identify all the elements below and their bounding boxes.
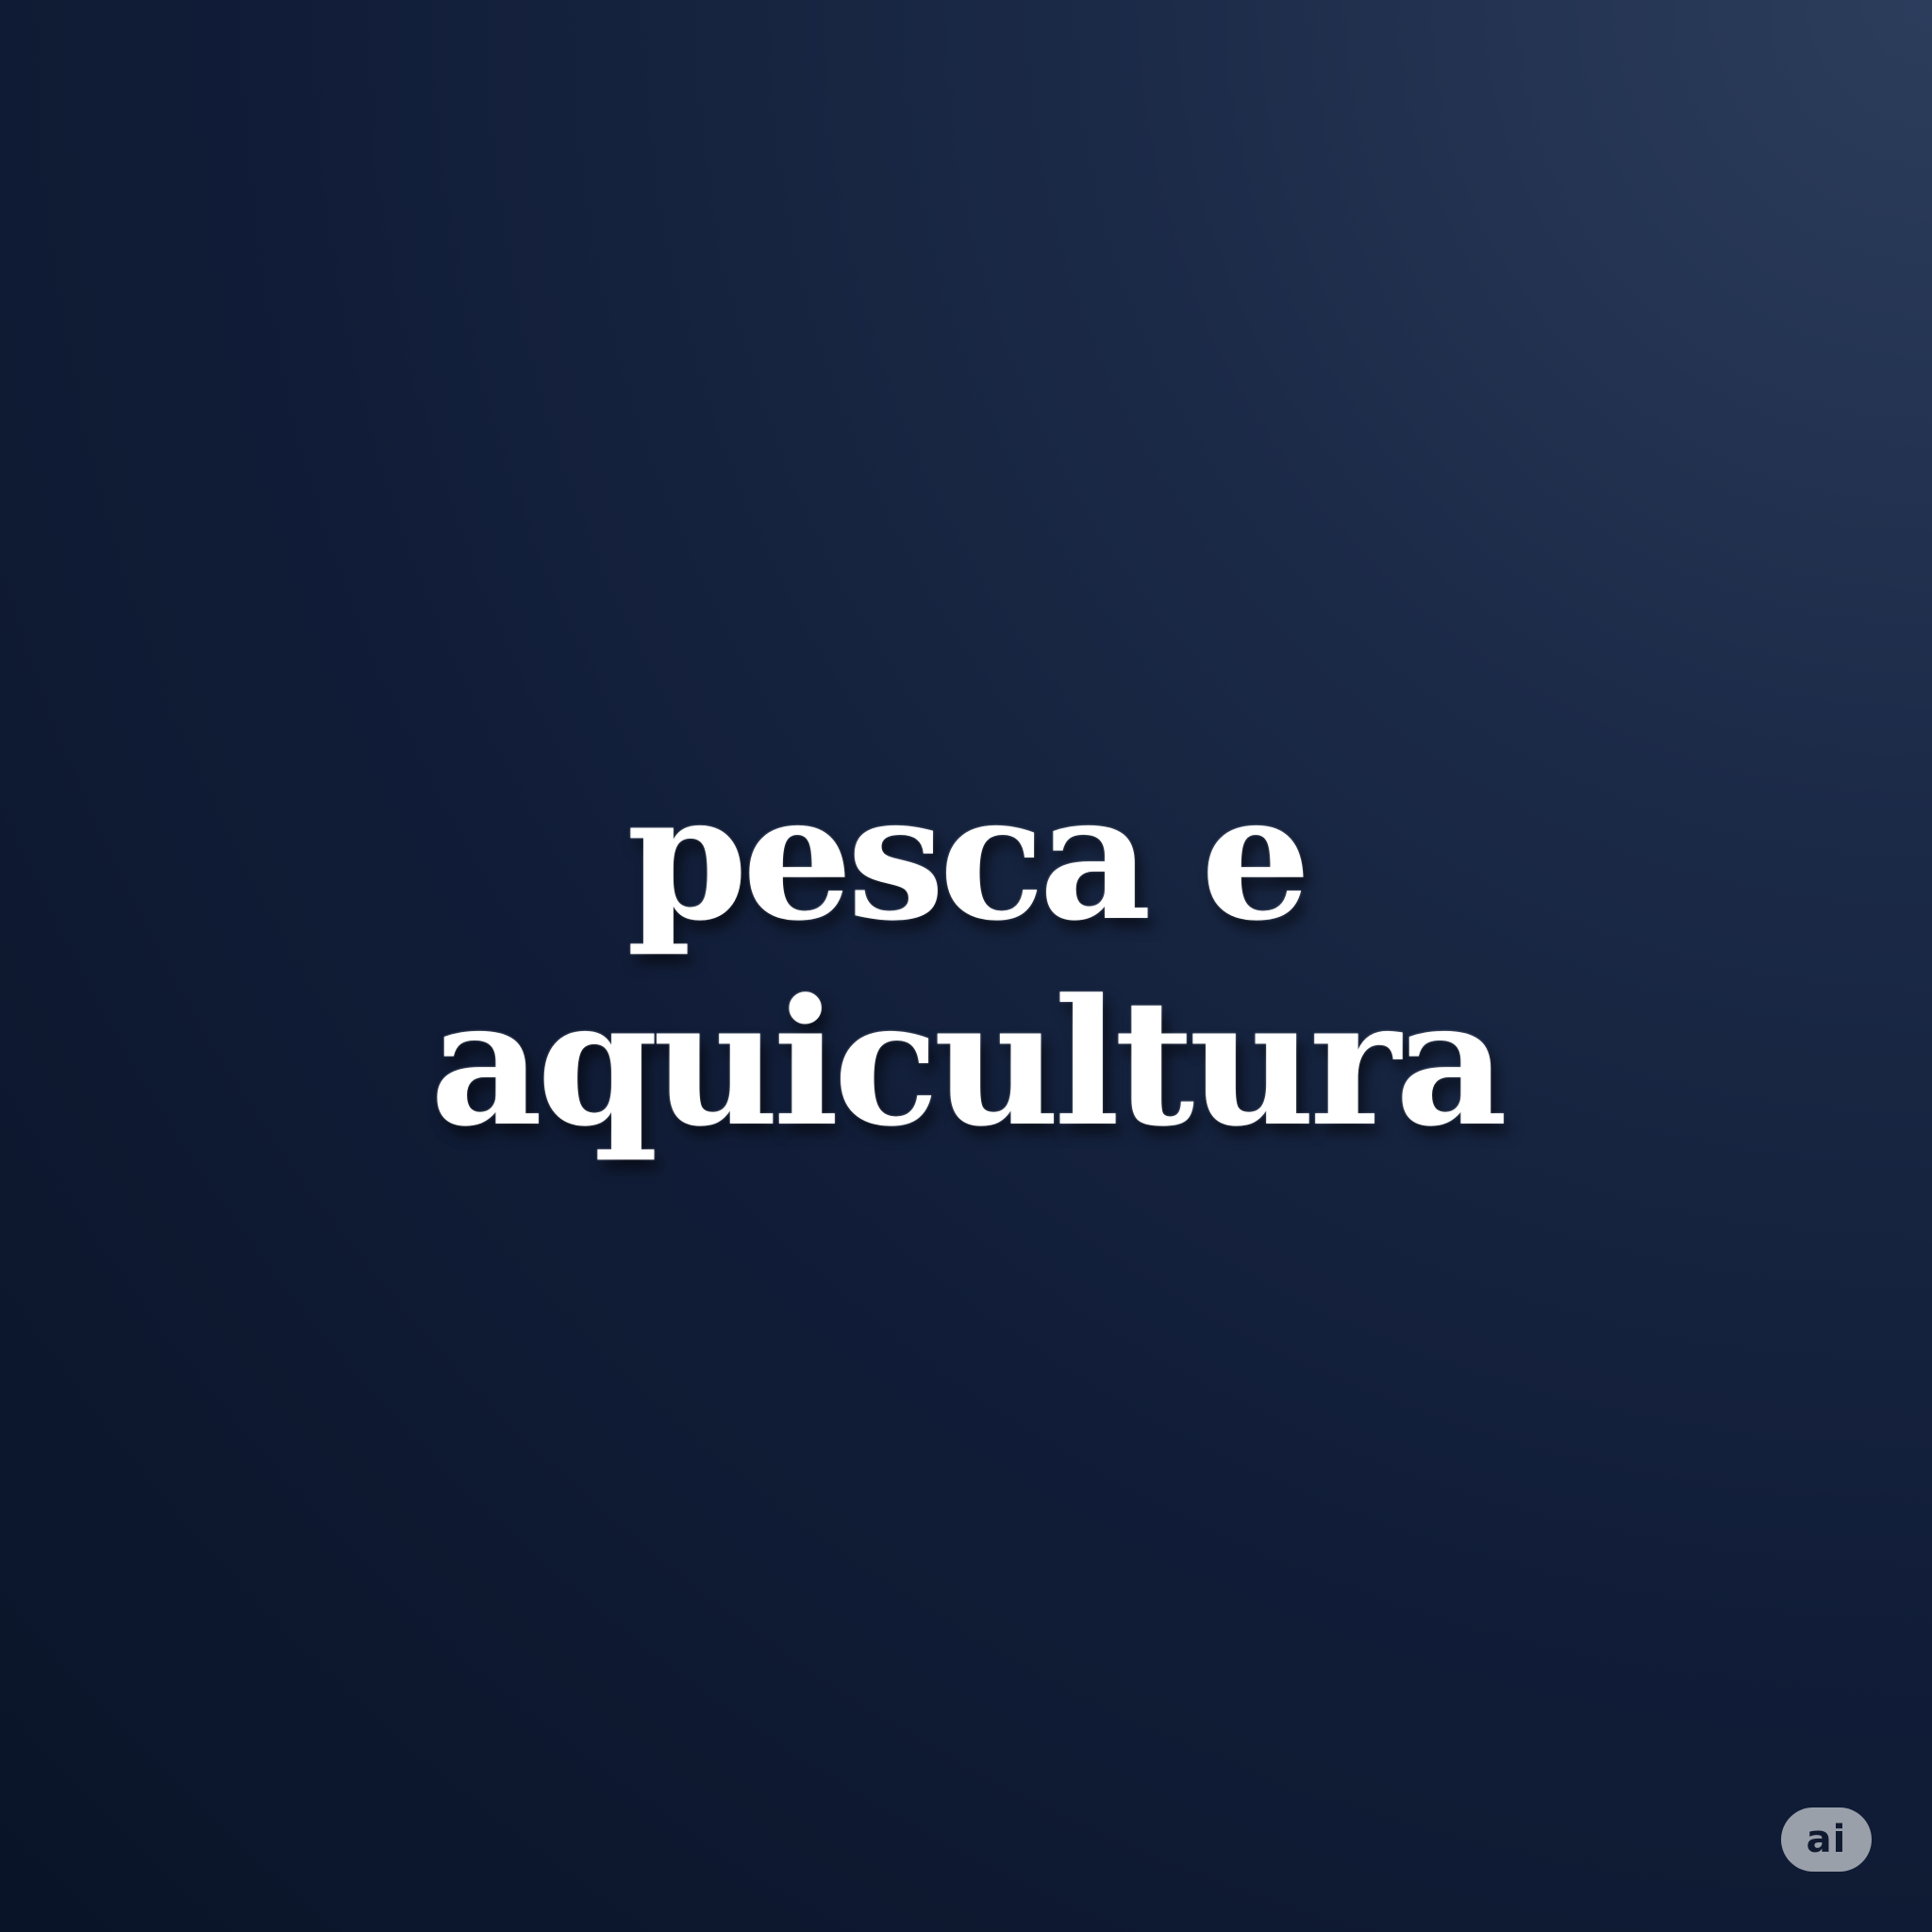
headline-line-2: aquicultura [429, 961, 1503, 1165]
ai-badge: ai [1781, 1807, 1872, 1872]
headline [0, 755, 1932, 1166]
headline-line-1: pesca e [626, 756, 1306, 959]
